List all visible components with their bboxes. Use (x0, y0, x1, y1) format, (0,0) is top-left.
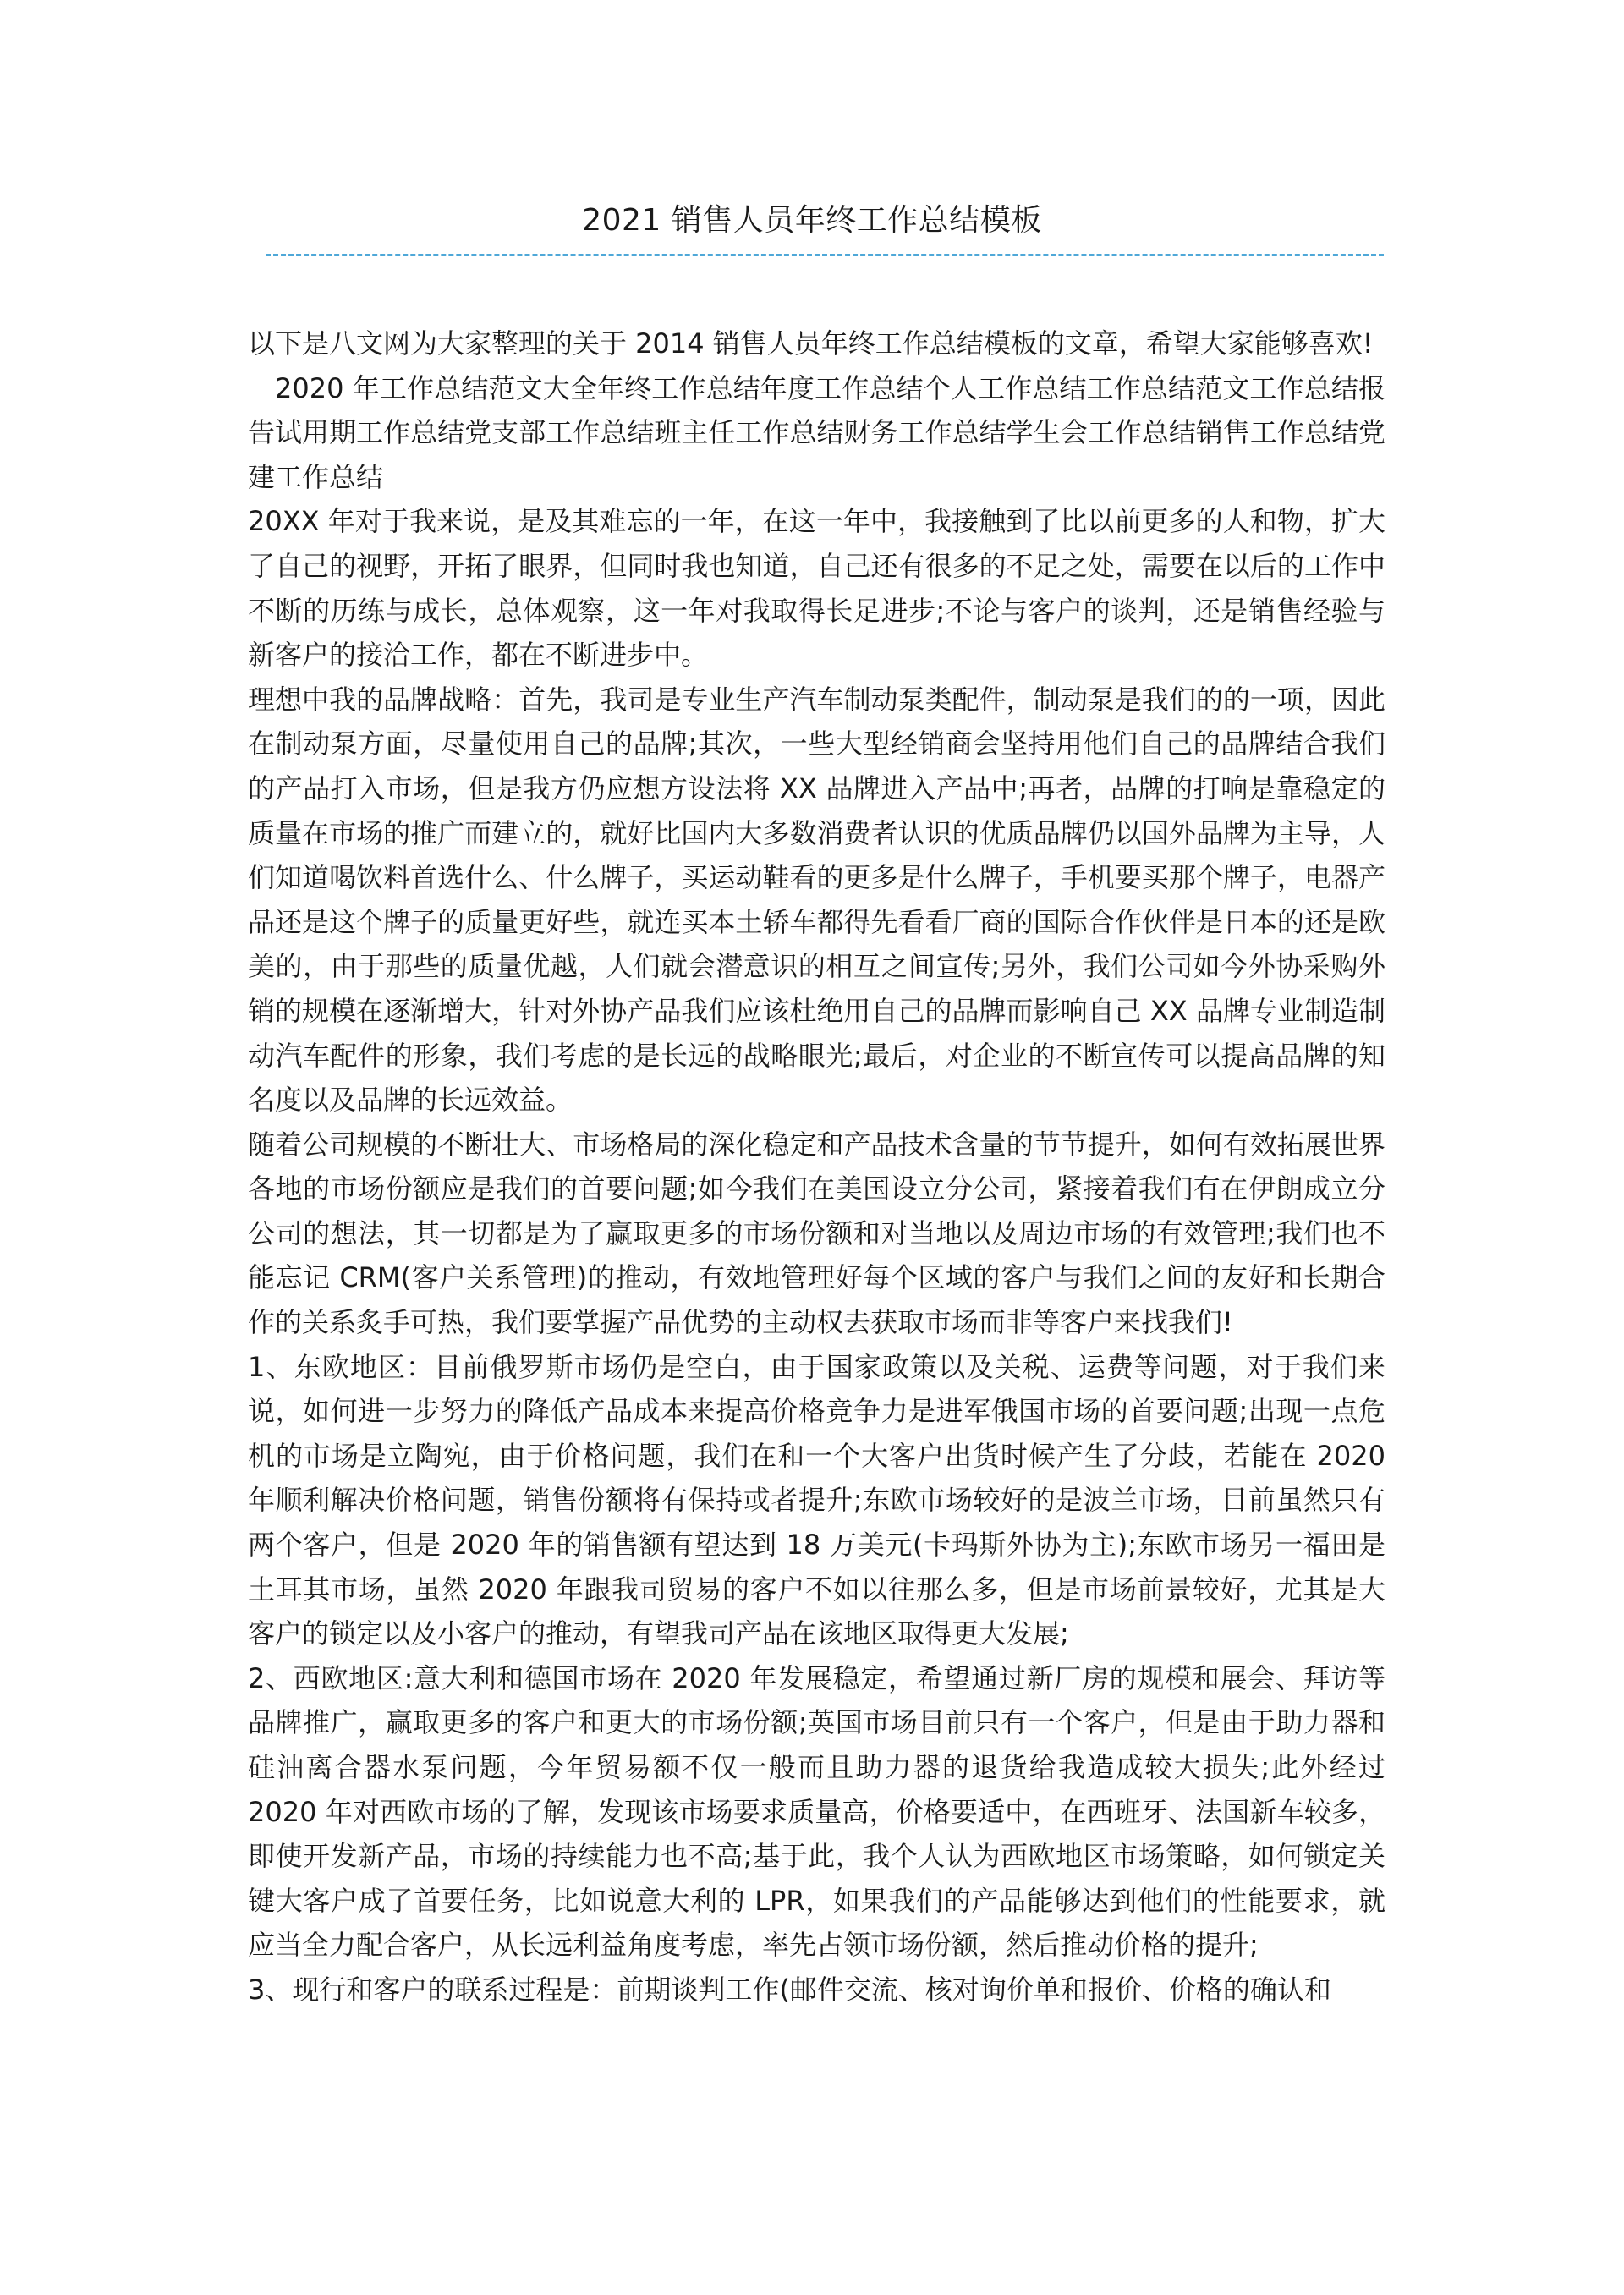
keyword-paragraph: 2020 年工作总结范文大全年终工作总结年度工作总结个人工作总结工作总结范文工作总结报告试用期工作总结党支部工作总结班主任工作总结财务工作总结学生会工作总结销售工作总结党建工作总结 (248, 371, 1385, 493)
intro-paragraph: 以下是八文网为大家整理的关于 2014 销售人员年终工作总结模板的文章，希望大家能够喜欢! (248, 327, 1374, 360)
paragraph-year-review: 20XX 年对于我来说，是及其难忘的一年，在这一年中，我接触到了比以前更多的人和物，扩大了自己的视野，开拓了眼界，但同时我也知道，自己还有很多的不足之处，需要在以后的工作中不断的历练与成长，总体观察，这一年对我取得长足进步;不论与客户的谈判，还是销售经验与新客户的接洽工作，都在不断进步中。 (248, 505, 1385, 672)
paragraph-western-europe: 2、西欧地区:意大利和德国市场在 2020 年发展稳定，希望通过新厂房的规模和展会、拜访等品牌推广，赢取更多的客户和更大的市场份额;英国市场目前只有一个客户，但是由于助力器和硅油离合器水泵问题，今年贸易额不仅一般而且助力器的退货给我造成较大损失;此外经过 2020 年对西欧市场的了解，发现该市场要求质量高，价格要适中，在西班牙、法国新车较多，即使开发新产品，市场的持续能力也不高;基于此，我个人认为西欧地区市场策略，如何锁定关键大客户成了首要任务，比如说意大利的 LPR，如果我们的产品能够达到他们的性能要求，就应当全力配合客户，从长远利益角度考虑，率先占领市场份额，然后推动价格的提升; (248, 1661, 1385, 1962)
paragraph-eastern-europe: 1、东欧地区：目前俄罗斯市场仍是空白，由于国家政策以及关税、运费等问题，对于我们来说，如何进一步努力的降低产品成本来提高价格竞争力是进军俄国市场的首要问题;出现一点危机的市场是立陶宛，由于价格问题，我们在和一个大客户出货时候产生了分歧，若能在 2020 年顺利解决价格问题，销售份额将有保持或者提升;东欧市场较好的是波兰市场，目前虽然只有两个客户，但是 2020 年的销售额有望达到 18 万美元(卡玛斯外协为主);东欧市场另一福田是土耳其市场，虽然 2020 年跟我司贸易的客户不如以往那么多，但是市场前景较好，尤其是大客户的锁定以及小客户的推动，有望我司产品在该地区取得更大发展; (248, 1350, 1385, 1650)
document-body (248, 321, 1385, 2012)
title-divider (266, 254, 1384, 256)
document-title: 2021 销售人员年终工作总结模板 (582, 203, 1042, 238)
paragraph-client-contact: 3、现行和客户的联系过程是：前期谈判工作(邮件交流、核对询价单和报价、价格的确认和 (248, 1973, 1331, 2006)
paragraph-brand-strategy: 理想中我的品牌战略：首先，我司是专业生产汽车制动泵类配件，制动泵是我们的的一项，因此在制动泵方面，尽量使用自己的品牌;其次，一些大型经销商会坚持用他们自己的品牌结合我们的产品打入市场，但是我方仍应想方设法将 XX 品牌进入产品中;再者，品牌的打响是靠稳定的质量在市场的推广而建立的，就好比国内大多数消费者认识的优质品牌仍以国外品牌为主导，人们知道喝饮料首选什么、什么牌子，买运动鞋看的更多是什么牌子，手机要买那个牌子，电器产品还是这个牌子的质量更好些，就连买本土轿车都得先看看厂商的国际合作伙伴是日本的还是欧美的，由于那些的质量优越，人们就会潜意识的相互之间宣传;另外，我们公司如今外协采购外销的规模在逐渐增大，针对外协产品我们应该杜绝用自己的品牌而影响自己 XX 品牌专业制造制动汽车配件的形象，我们考虑的是长远的战略眼光;最后，对企业的不断宣传可以提高品牌的知名度以及品牌的长远效益。 (248, 683, 1385, 1117)
paragraph-market-expansion: 随着公司规模的不断壮大、市场格局的深化稳定和产品技术含量的节节提升，如何有效拓展世界各地的市场份额应是我们的首要问题;如今我们在美国设立分公司，紧接着我们有在伊朗成立分公司的想法，其一切都是为了赢取更多的市场份额和对当地以及周边市场的有效管理;我们也不能忘记 CRM(客户关系管理)的推动，有效地管理好每个区域的客户与我们之间的友好和长期合作的关系炙手可热，我们要掌握产品优势的主动权去获取市场而非等客户来找我们! (248, 1128, 1385, 1339)
